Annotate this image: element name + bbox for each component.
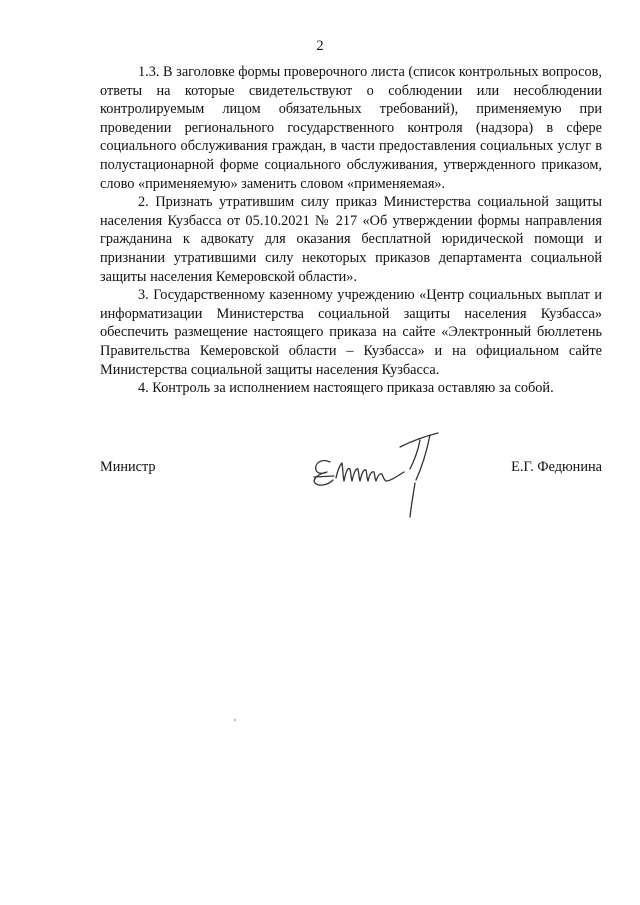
page-number: 2 — [316, 38, 324, 54]
handwritten-signature — [300, 425, 450, 520]
signatory-name: Е.Г. Федюнина — [511, 459, 602, 475]
paragraph-3: 3. Государственному казенному учреждению «Центр социальных выплат и информатизации Министерства социальной защиты населения Кузбасса» обеспечить размещение настоящего приказа на сайте «Электронный бюллетень Правительства Кемеровской области – Кузбасса» и на официальном сайте Министерства социальной защиты населения Кузбасса. — [100, 287, 602, 378]
scan-speck — [234, 719, 236, 721]
paragraph-4: 4. Контроль за исполнением настоящего приказа оставляю за собой. — [138, 380, 554, 397]
paragraph-2: 2. Признать утратившим силу приказ Министерства социальной защиты населения Кузбасса от 05.10.2021 № 217 «Об утверждении формы направления гражданина к адвокату для оказания бесплатной юридической помощи и признании утратившими силу некоторых приказов департамента социальной защиты населения Кемеровской области». — [100, 194, 602, 285]
signatory-title: Министр — [100, 459, 156, 475]
document-body — [100, 63, 602, 398]
paragraph-1-3: 1.3. В заголовке формы проверочного листа (список контрольных вопросов, ответы на которые свидетельствуют о соблюдении или несоблюдении контролируемым лицом обязательных требований), применяемую при проведении регионального государственного контроля (надзора) в сфере социального обслуживания граждан, в части предоставления социальных услуг в полустационарной форме социального обслуживания, утвержденного приказом, слово «применяемую» заменить словом «применяемая». — [100, 64, 602, 192]
